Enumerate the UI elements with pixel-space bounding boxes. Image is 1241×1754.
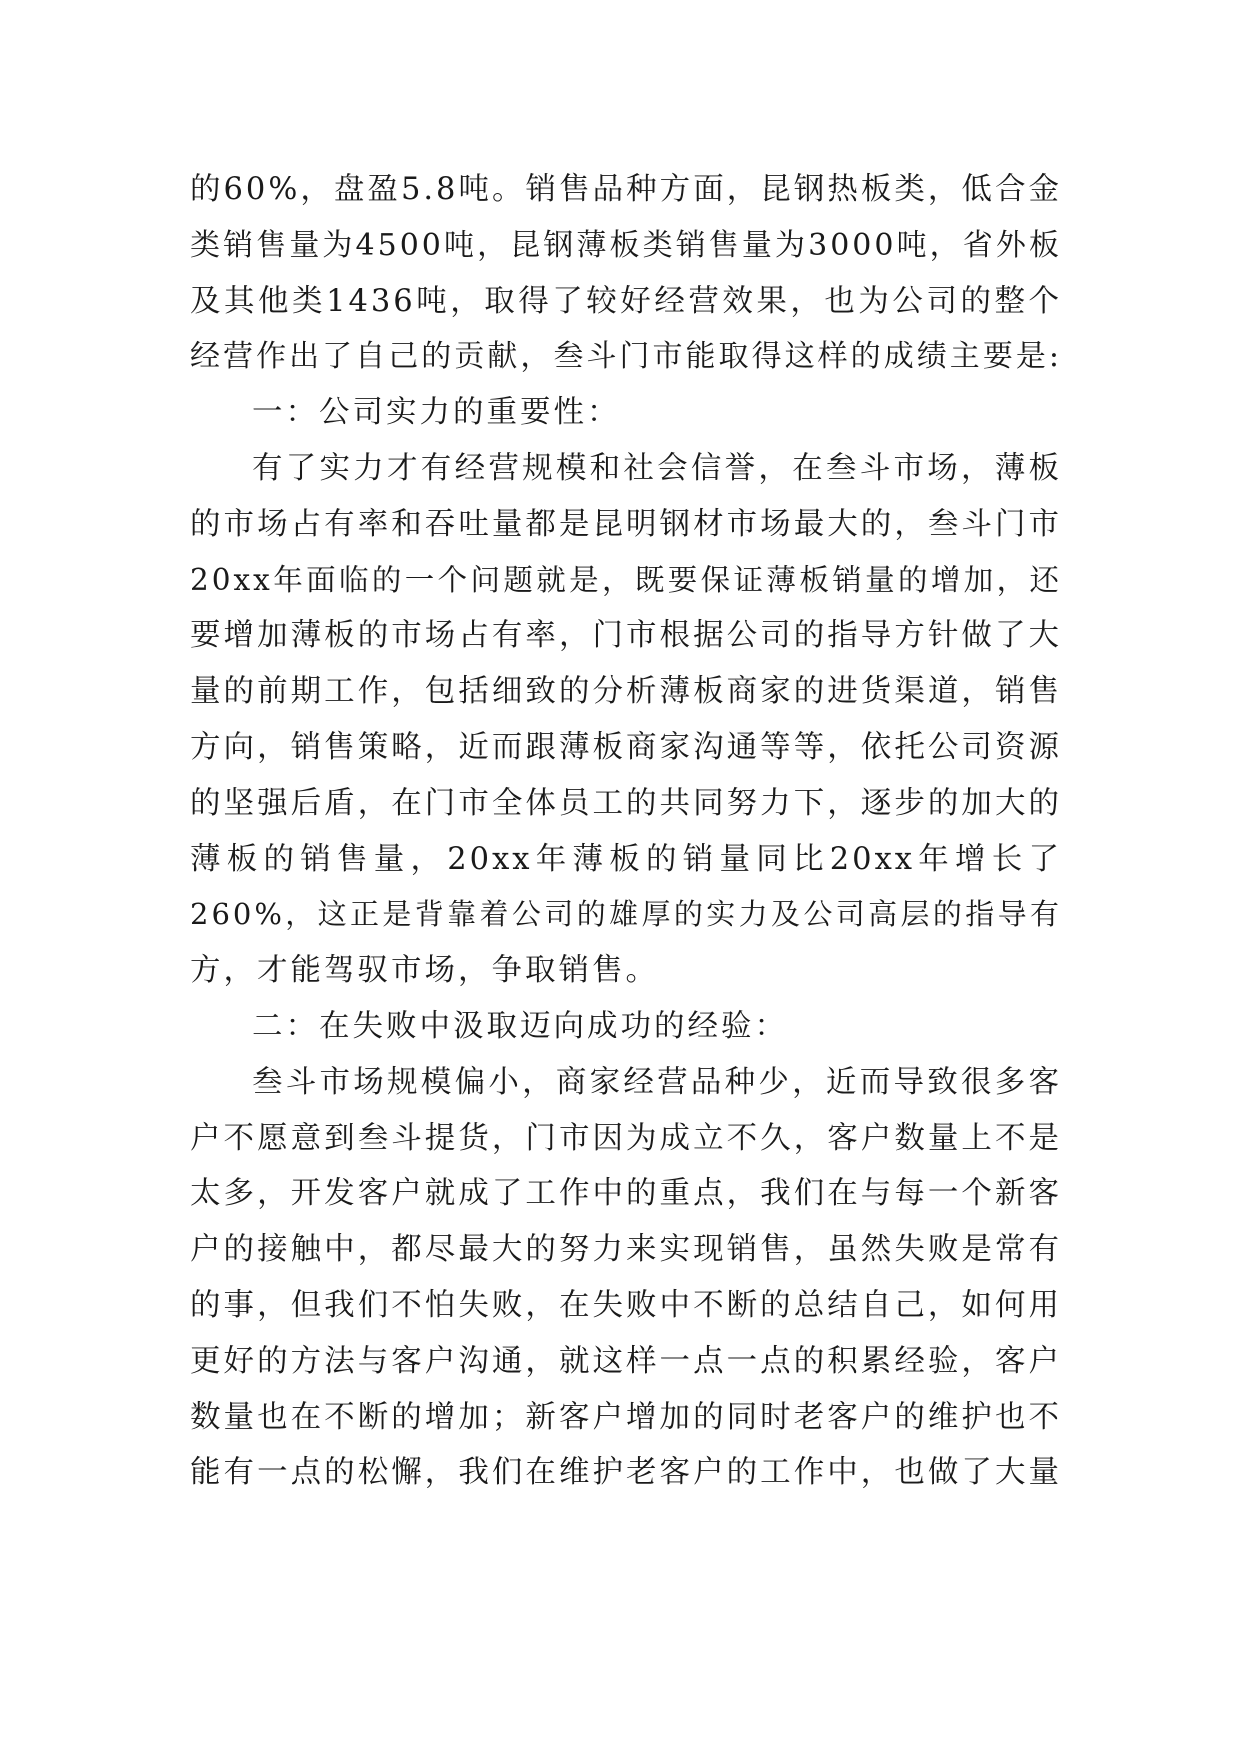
text-line: 有了实力才有经营规模和社会信誉，在叁斗市场，薄板 (252, 450, 1062, 486)
text-line: 二：在失败中汲取迈向成功的经验： (252, 1008, 788, 1044)
text-line: 能有一点的松懈，我们在维护老客户的工作中，也做了大量 (190, 1455, 1062, 1491)
text-line: 户不愿意到叁斗提货，门市因为成立不久，客户数量上不是 (190, 1120, 1062, 1156)
text-line: 的事，但我们不怕失败，在失败中不断的总结自己，如何用 (190, 1287, 1062, 1323)
text-line: 叁斗市场规模偏小，商家经营品种少，近而导致很多客 (252, 1064, 1062, 1100)
text-line: 方向，销售策略，近而跟薄板商家沟通等等，依托公司资源 (190, 729, 1062, 765)
text-line: 260%，这正是背靠着公司的雄厚的实力及公司高层的指导有 (190, 897, 1062, 932)
text-line: 及其他类1436吨，取得了较好经营效果，也为公司的整个 (190, 283, 1062, 319)
text-line: 经营作出了自己的贡献，叁斗门市能取得这样的成绩主要是: (190, 339, 1062, 375)
text-line: 的60%，盘盈5.8吨。销售品种方面，昆钢热板类，低合金 (190, 172, 1062, 207)
text-line: 的市场占有率和吞吐量都是昆明钢材市场最大的，叁斗门市 (190, 506, 1062, 542)
text-line: 量的前期工作，包括细致的分析薄板商家的进货渠道，销售 (190, 674, 1062, 710)
text-line: 薄板的销售量，20xx年薄板的销量同比20xx年增长了 (190, 841, 1062, 877)
text-line: 户的接触中，都尽最大的努力来实现销售，虽然失败是常有 (190, 1232, 1062, 1268)
document-body (190, 162, 1062, 1501)
text-line: 类销售量为4500吨，昆钢薄板类销售量为3000吨，省外板 (190, 227, 1062, 263)
text-line: 更好的方法与客户沟通，就这样一点一点的积累经验，客户 (190, 1343, 1062, 1379)
text-line: 的坚强后盾，在门市全体员工的共同努力下，逐步的加大的 (190, 785, 1062, 821)
text-line: 方，才能驾驭市场，争取销售。 (190, 953, 659, 989)
text-line: 太多，开发客户就成了工作中的重点，我们在与每一个新客 (190, 1176, 1062, 1212)
text-line: 数量也在不断的增加；新客户增加的同时老客户的维护也不 (190, 1399, 1062, 1435)
text-line: 一：公司实力的重要性： (252, 395, 621, 431)
text-line: 要增加薄板的市场占有率，门市根据公司的指导方针做了大 (190, 618, 1062, 654)
text-line: 20xx年面临的一个问题就是，既要保证薄板销量的增加，还 (190, 562, 1062, 597)
